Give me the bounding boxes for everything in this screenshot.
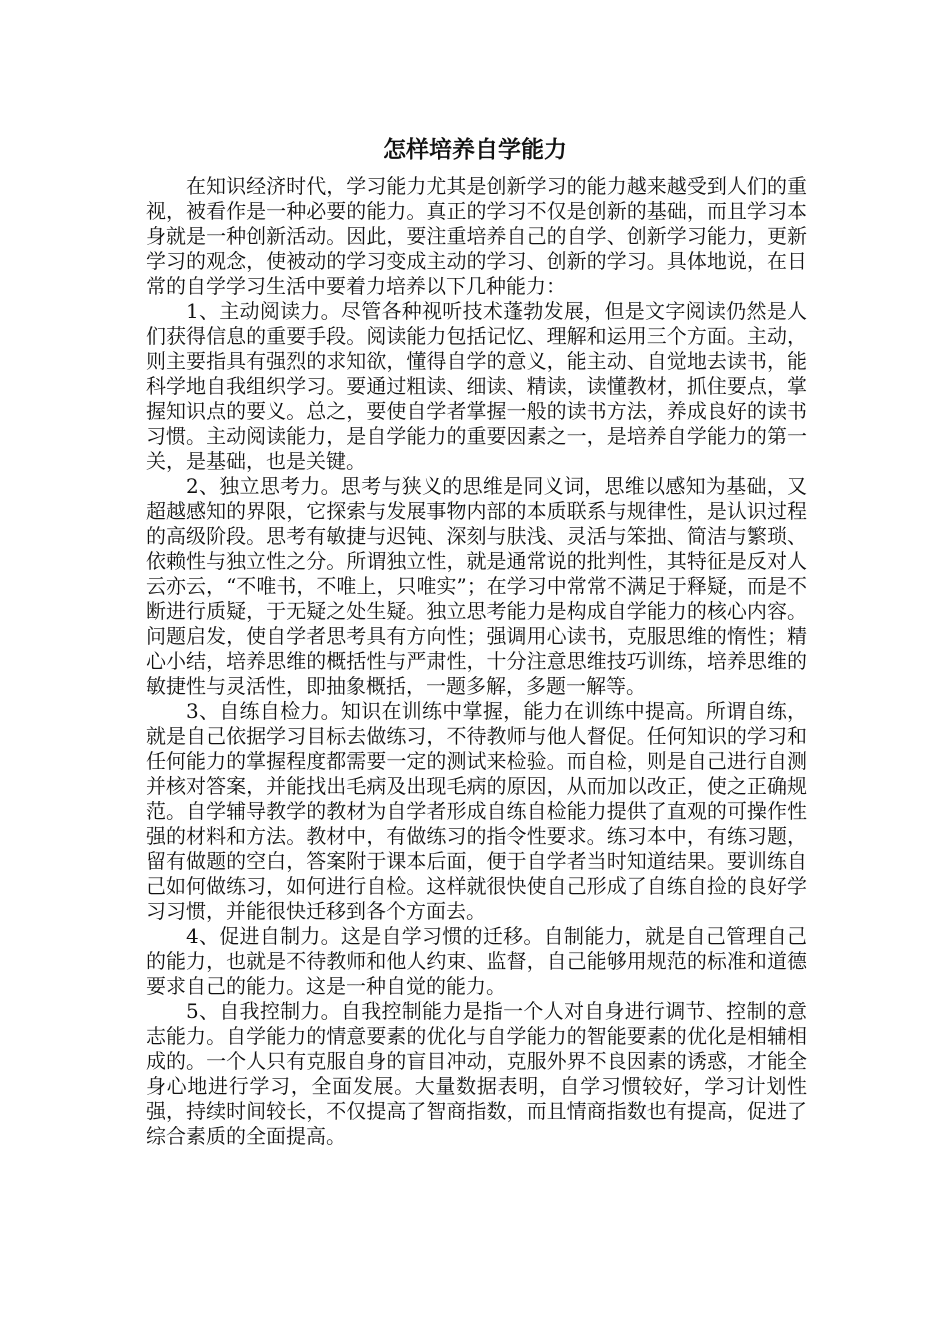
paragraph-independent-thinking: 2、独立思考力。思考与狭义的思维是同义词，思维以感知为基础，又超越感知的界限，它探索与发展事物内部的本质联系与规律性，是认识过程的高级阶段。思考有敏捷与迟钝、深刻与肤浅、灵活与笨拙、简洁与繁琐、依赖性与独立性之分。所谓独立性，就是通常说的批判性，其特征是反对人云亦云，“不唯书，不唯上，只唯实”；在学习中常常不满足于释疑，而是不断进行质疑，于无疑之处生疑。独立思考能力是构成自学能力的核心内容。问题启发，使自学者思考具有方向性；强调用心读书，克服思维的惰性；精心小结，培养思维的概括性与严肃性，十分注意思维技巧训练，培养思维的敏捷性与灵活性，即抽象概括，一题多解，多题一解等。 — [146, 474, 807, 698]
paragraph-self-discipline: 4、促进自制力。这是自学习惯的迁移。自制能力，就是自己管理自己的能力，也就是不待教师和他人约束、监督，自己能够用规范的标准和道德要求自己的能力。这是一种自觉的能力。 — [146, 924, 807, 998]
paragraph-self-practice: 3、自练自检力。知识在训练中掌握，能力在训练中提高。所谓自练，就是自己依据学习目标去做练习，不待教师与他人督促。任何知识的学习和任何能力的掌握程度都需要一定的测试来检验。而自检，则是自己进行自测并核对答案，并能找出毛病及出现毛病的原因，从而加以改正，使之正确规范。自学辅导教学的教材为自学者形成自练自检能力提供了直观的可操作性强的材料和方法。教材中，有做练习的指令性要求。练习本中，有练习题，留有做题的空白，答案附于课本后面，便于自学者当时知道结果。要训练自己如何做练习，如何进行自检。这样就很快使自己形成了自练自捡的良好学习习惯，并能很快迁移到各个方面去。 — [146, 699, 807, 923]
document-title: 怎样培养自学能力 — [383, 137, 567, 163]
document-body — [146, 174, 807, 1149]
paragraph-intro: 在知识经济时代，学习能力尤其是创新学习的能力越来越受到人们的重视，被看作是一种必要的能力。真正的学习不仅是创新的基础，而且学习本身就是一种创新活动。因此，要注重培养自己的自学、创新学习能力，更新学习的观念，使被动的学习变成主动的学习、创新的学习。具体地说，在日常的自学学习生活中要着力培养以下几种能力： — [146, 174, 807, 298]
paragraph-active-reading: 1、主动阅读力。尽管各种视听技术蓬勃发展，但是文字阅读仍然是人们获得信息的重要手段。阅读能力包括记忆、理解和运用三个方面。主动，则主要指具有强烈的求知欲，懂得自学的意义，能主动、自觉地去读书，能科学地自我组织学习。要通过粗读、细读、精读，读懂教材，抓住要点，掌握知识点的要义。总之，要使自学者掌握一般的读书方法，养成良好的读书习惯。主动阅读能力，是自学能力的重要因素之一，是培养自学能力的第一关，是基础，也是关键。 — [146, 299, 807, 473]
paragraph-self-control: 5、自我控制力。自我控制能力是指一个人对自身进行调节、控制的意志能力。自学能力的情意要素的优化与自学能力的智能要素的优化是相辅相成的。一个人只有克服自身的盲目冲动，克服外界不良因素的诱惑，才能全身心地进行学习，全面发展。大量数据表明，自学习惯较好，学习计划性强，持续时间较长，不仅提高了智商指数，而且情商指数也有提高，促进了综合素质的全面提高。 — [146, 999, 807, 1148]
